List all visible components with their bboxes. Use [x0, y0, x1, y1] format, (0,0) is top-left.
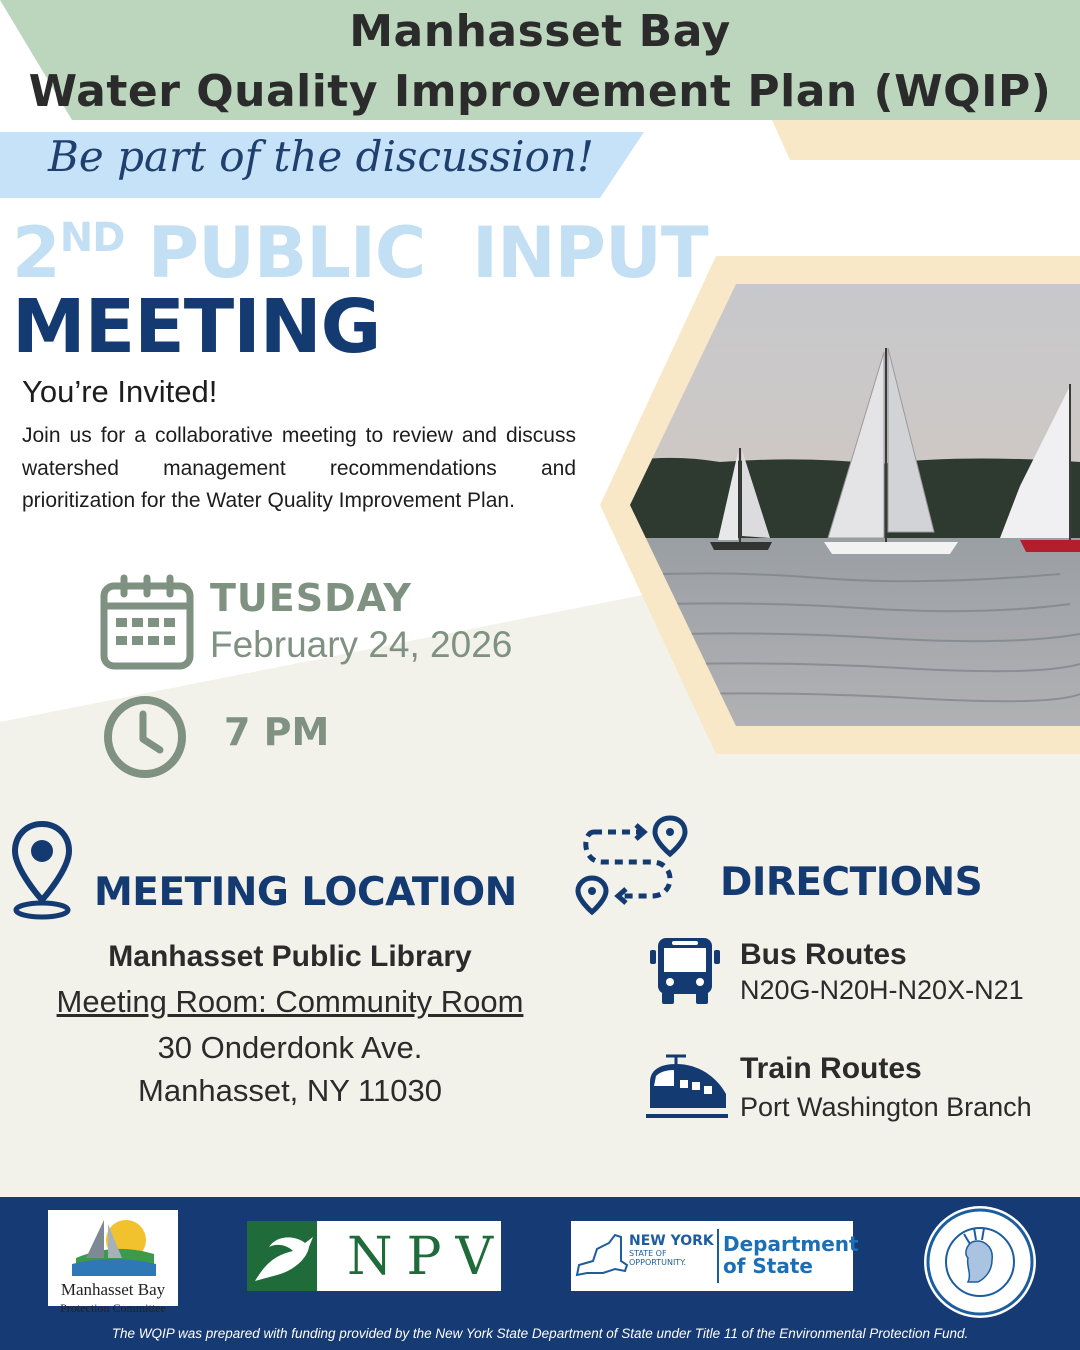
calendar-icon [100, 576, 194, 670]
title-line-1: Manhasset Bay [349, 6, 731, 57]
directions-heading: DIRECTIONS [720, 860, 983, 905]
train-icon [646, 1052, 728, 1122]
heading-ordinal-suffix: ND [59, 215, 125, 261]
nys-divider [717, 1229, 719, 1283]
heading-meeting: MEETING [12, 284, 381, 370]
location-street: 30 Onderdonk Ave. [157, 1030, 423, 1065]
title-line-2: Water Quality Improvement Plan (WQIP) [28, 66, 1052, 117]
bus-routes-value: N20G-N20H-N20X-N21 [740, 975, 1024, 1005]
heading-public-input: PUBLIC INPUT [147, 212, 708, 294]
route-icon [572, 812, 692, 922]
npv-emblem [247, 1221, 317, 1291]
invitation-title: You’re Invited! [22, 374, 218, 409]
npv-logo [247, 1221, 508, 1291]
nys-map-icon [575, 1231, 629, 1281]
train-routes-label: Train Routes [740, 1052, 922, 1085]
mbpc-subtitle: Protection Committee [60, 1301, 166, 1315]
location-name: Manhasset Public Library [108, 940, 472, 973]
location-city: Manhasset, NY 11030 [138, 1073, 442, 1108]
mbpc-emblem [68, 1214, 158, 1276]
heron-icon [247, 1221, 317, 1291]
town-of-north-hempstead-seal [922, 1204, 1038, 1320]
nys-wordmark: NEW YORK [629, 1233, 714, 1249]
tagline: Be part of the discussion! [48, 132, 594, 181]
heading-ordinal-number: 2 [12, 212, 60, 294]
bus-routes-label: Bus Routes [740, 938, 907, 971]
clock-icon [102, 694, 188, 780]
meeting-date: February 24, 2026 [210, 624, 513, 665]
sailboats-photo [600, 256, 1080, 754]
mbpc-name: Manhasset Bay [60, 1280, 166, 1299]
nys-department-of-state-logo [571, 1221, 859, 1291]
nys-department-name: Department of State [723, 1232, 859, 1278]
meeting-day: TUESDAY [210, 576, 412, 620]
funding-note: The WQIP was prepared with funding provided by the New York State Department of State under Title 11 of the Environmental Protection Fund. [111, 1326, 969, 1341]
train-routes-value: Port Washington Branch [740, 1092, 1032, 1122]
manhasset-bay-protection-committee-logo [48, 1210, 178, 1315]
bus-icon [648, 936, 722, 1006]
npv-wordmark: NPV [347, 1227, 508, 1287]
location-pin-icon [10, 818, 74, 922]
invitation-body: Join us for a collaborative meeting to review and discuss watershed management recommendations and prioritization for the Water Quality Improvement Plan. [22, 424, 576, 512]
location-room: Meeting Room: Community Room [56, 984, 524, 1019]
nys-tagline: STATE OF OPPORTUNITY. [629, 1249, 686, 1267]
meeting-time: 7 PM [224, 710, 330, 754]
meeting-location-heading: MEETING LOCATION [94, 870, 517, 915]
